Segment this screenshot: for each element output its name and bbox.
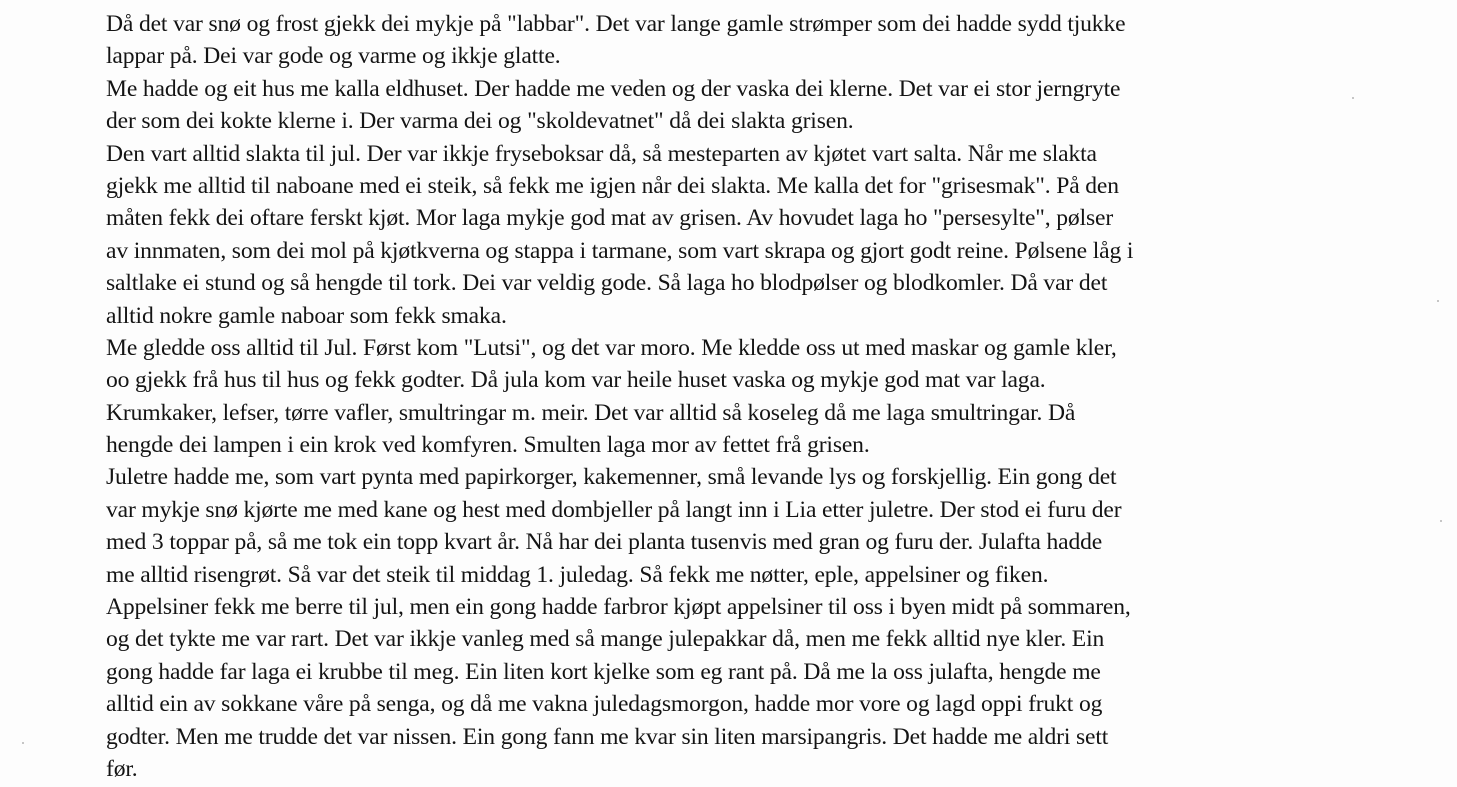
text-line: alltid nokre gamle naboar som fekk smaka. [106,302,507,329]
text-line: gong hadde far laga ei krubbe til meg. Ein liten kort kjelke som eg rant på. Då me la oss julafta, hengde me [106,658,1101,685]
text-line: lappar på. Dei var gode og varme og ikkje glatte. [106,43,561,70]
scan-speck [1437,300,1439,302]
text-line: med 3 toppar på, så me tok ein topp kvart år. Nå har dei planta tusenvis med gran og furu der. Julafta hadde [106,529,1103,556]
text-line: hengde dei lampen i ein krok ved komfyren. Smulten laga mor av fettet frå grisen. [106,432,870,459]
scan-speck [22,742,24,744]
text-line: Den vart alltid slakta til jul. Der var ikkje fryseboksar då, så mesteparten av kjøtet vart salta. Når me slakta [106,140,1097,167]
text-line: oo gjekk frå hus til hus og fekk godter. Då jula kom var heile huset vaska og mykje god mat var laga. [106,367,1046,394]
document-text [106,8,1426,785]
text-line: av innmaten, som dei mol på kjøtkverna og stappa i tarmane, som vart skrapa og gjort godt reine. Pølsene låg i [106,237,1134,264]
text-line: gjekk me alltid til naboane med ei steik, så fekk me igjen når dei slakta. Me kalla det for "grisesmak". På den [106,172,1119,199]
text-line: me alltid risengrøt. Så var det steik til middag 1. juledag. Så fekk me nøtter, eple, appelsiner og fiken. [106,561,1049,588]
text-line: Juletre hadde me, som vart pynta med papirkorger, kakemenner, små levande lys og forskjellig. Ein gong det [106,464,1117,491]
text-line: der som dei kokte klerne i. Der varma dei og "skoldevatnet" då dei slakta grisen. [106,108,854,135]
text-line: Krumkaker, lefser, tørre vafler, smultringar m. meir. Det var alltid så koseleg då me laga smultringar. Då [106,399,1076,426]
text-line: godter. Men me trudde det var nissen. Ein gong fann me kvar sin liten marsipangris. Det hadde me aldri sett [106,723,1109,750]
text-line: måten fekk dei oftare ferskt kjøt. Mor laga mykje god mat av grisen. Av hovudet laga ho "persesylte", pølser [106,205,1114,232]
text-line: var mykje snø kjørte me med kane og hest med dombjeller på langt inn i Lia etter juletre. Der stod ei furu der [106,496,1122,523]
text-line: Me hadde og eit hus me kalla eldhuset. Der hadde me veden og der vaska dei klerne. Det var ei stor jerngryte [106,75,1121,102]
text-line: Appelsiner fekk me berre til jul, men ein gong hadde farbror kjøpt appelsiner til oss i byen midt på sommaren, [106,594,1131,621]
text-line: og det tykte me var rart. Det var ikkje vanleg med så mange julepakkar då, men me fekk alltid nye kler. Ein [106,626,1105,653]
text-line: alltid ein av sokkane våre på senga, og då me vakna juledagsmorgon, hadde mor vore og lagd oppi frukt og [106,691,1103,718]
text-line: Då det var snø og frost gjekk dei mykje på "labbar". Det var lange gamle strømper som dei hadde sydd tjukke [106,11,1126,37]
scan-speck [1440,520,1442,522]
scan-speck [1352,97,1354,99]
text-line: saltlake ei stund og så hengde til tork. Dei var veldig gode. Så laga ho blodpølser og blodkomler. Då var det [106,270,1108,297]
cropped-previous-line [106,0,112,8]
text-line: før. [106,755,138,782]
text-line: Me gledde oss alltid til Jul. Først kom "Lutsi", og det var moro. Me kledde oss ut med maskar og gamle kler, [106,334,1117,361]
